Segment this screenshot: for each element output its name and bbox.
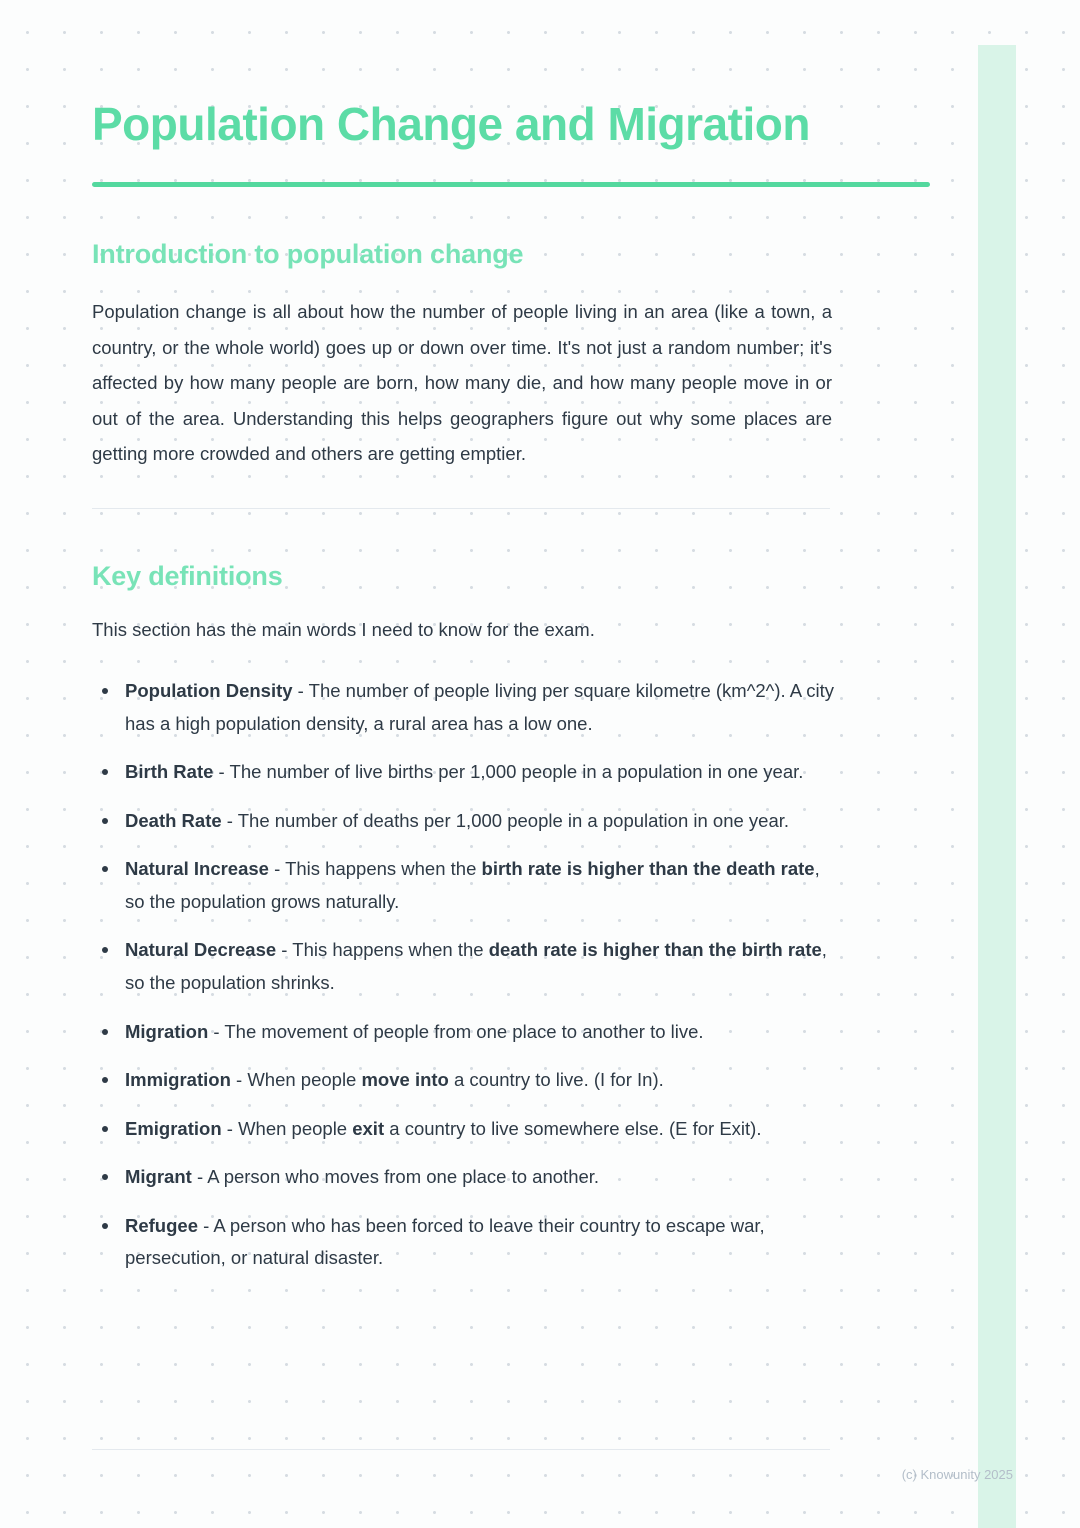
- definition-term: Population Density: [125, 680, 293, 702]
- definition-item: [92, 1113, 834, 1146]
- page-title: Population Change and Migration: [92, 98, 810, 150]
- definition-term: move into: [361, 1069, 449, 1091]
- definition-item: [92, 1210, 834, 1275]
- definition-term: Birth Rate: [125, 761, 214, 783]
- definition-term: Migration: [125, 1020, 209, 1042]
- definition-term: Emigration: [125, 1117, 222, 1139]
- definition-text: - A person who moves from one place to another.: [191, 1166, 600, 1188]
- definition-term: Natural Increase: [125, 858, 269, 880]
- definition-term: Natural Decrease: [125, 939, 277, 961]
- definition-term: Migrant: [125, 1166, 192, 1188]
- footer-divider: [92, 1449, 830, 1450]
- section-heading-key-definitions: Key definitions: [92, 560, 283, 591]
- definition-text: - When people: [221, 1117, 353, 1139]
- section-heading-introduction: Introduction to population change: [92, 239, 524, 270]
- definition-term: Refugee: [125, 1214, 198, 1236]
- definition-item: [92, 853, 834, 918]
- definition-text: - The number of live births per 1,000 people in a population in one year.: [213, 761, 804, 783]
- definition-item: [92, 805, 834, 838]
- definition-text: - This happens when the: [276, 939, 489, 961]
- definitions-intro-text: This section has the main words I need to know for the exam.: [92, 618, 595, 640]
- definition-item: [92, 1016, 834, 1049]
- introduction-paragraph: Population change is all about how the number of people living in an area (like a town, a country, or the whole world) goes up or down over time. It's not just a random number; it's affected by how many people are born, how many die, and how many people move in or out of the area. Understanding this helps geographers figure out why some places are getting more crowded and others are getting emptier.: [92, 301, 832, 465]
- definition-text: - The number of people living per square kilometre (km^2^). A city has a high population density, a rural area has a low one.: [125, 680, 834, 734]
- definition-text: a country to live somewhere else. (E for Exit).: [384, 1117, 762, 1139]
- copyright-footer: (c) Knowunity 2025: [901, 1467, 1013, 1482]
- title-underline-rule: [92, 182, 930, 187]
- definition-text: , so the population grows naturally.: [125, 858, 820, 912]
- section-divider: [92, 508, 830, 509]
- definition-text: - The number of deaths per 1,000 people in a population in one year.: [221, 809, 790, 831]
- definition-term: Immigration: [125, 1069, 231, 1091]
- definition-item: [92, 675, 834, 740]
- definition-item: [92, 756, 834, 789]
- definition-text: - When people: [230, 1069, 362, 1091]
- definition-item: [92, 1161, 834, 1194]
- definition-text: - This happens when the: [268, 858, 482, 880]
- definitions-list: [92, 675, 834, 1275]
- definition-item: [92, 934, 834, 999]
- definition-text: a country to live. (I for In).: [448, 1069, 664, 1091]
- definition-term: birth rate is higher than the death rate: [481, 858, 815, 880]
- definition-text: - The movement of people from one place to another to live.: [208, 1020, 704, 1042]
- definition-text: , so the population shrinks.: [125, 939, 827, 993]
- definition-term: exit: [352, 1117, 385, 1139]
- definition-text: - A person who has been forced to leave their country to escape war, persecution, or natural disaster.: [125, 1214, 765, 1269]
- definition-term: death rate is higher than the birth rate: [488, 939, 822, 961]
- definition-term: Death Rate: [125, 809, 222, 831]
- definition-item: [92, 1064, 834, 1097]
